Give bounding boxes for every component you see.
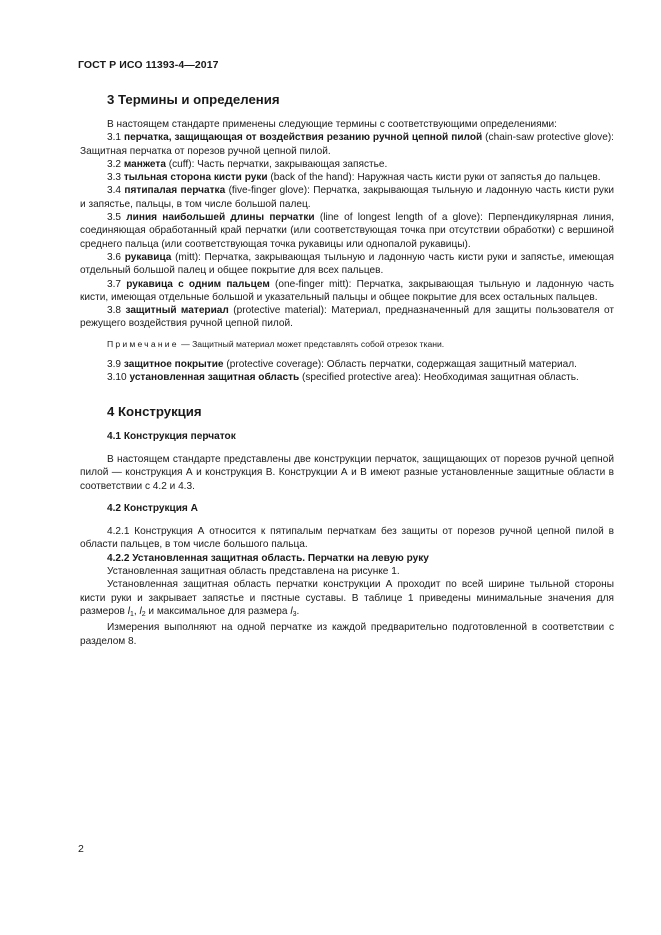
term-definition: (protective coverage): Область перчатки, содержащая защитный материал. xyxy=(223,359,577,371)
term-number: 3.1 xyxy=(107,132,125,144)
section-4-heading: 4 Конструкция xyxy=(107,403,202,419)
para-text: . xyxy=(296,605,300,617)
term-name: защитный материал xyxy=(125,305,229,317)
term-definition: (five-finger glove): Перчатка, закрывающая тыльную и ладонную часть кисти руки и запястье, пальцы, в том числе большой палец. xyxy=(80,185,614,210)
separator: , xyxy=(133,605,140,617)
section-3-heading: 3 Термины и определения xyxy=(107,92,280,107)
term-3-8 xyxy=(80,304,614,331)
term-3-6 xyxy=(80,251,614,278)
term-number: 3.3 xyxy=(107,172,124,184)
term-definition: (one-finger mitt): Перчатка, закрывающая тыльную и ладонную часть кисти, имеющая отдельные большой и указательный пальцы и общее покрытие для всех остальных пальцев. xyxy=(80,278,614,303)
dimension-l3: l xyxy=(290,605,293,617)
term-number: 3.6 xyxy=(107,251,125,263)
term-name: манжета xyxy=(123,158,166,170)
note xyxy=(80,338,614,351)
term-3-9 xyxy=(80,358,614,371)
subsection-4-1-heading: 4.1 Конструкция перчаток xyxy=(107,430,236,442)
term-name: рукавица с одним пальцем xyxy=(126,278,270,290)
term-name: рукавица xyxy=(124,251,172,263)
term-3-5 xyxy=(80,211,614,251)
clause-4-2-1: 4.2.1 Конструкция А относится к пятипалым перчаткам без защиты от порезов ручной цепной пилой в области пальцев, в том числе большого пальца. xyxy=(80,526,614,551)
term-name: тыльная сторона кисти руки xyxy=(123,172,268,184)
term-number: 3.4 xyxy=(107,185,125,197)
term-3-7 xyxy=(80,278,614,305)
term-number: 3.7 xyxy=(107,278,127,290)
subsection-4-2-heading: 4.2 Конструкция А xyxy=(107,502,198,514)
term-number: 3.2 xyxy=(107,158,124,170)
term-definition: (mitt): Перчатка, закрывающая тыльную и ладонную часть кисти руки и запястье, имеющая отдельный большой палец и общее покрытие для всех пальцев. xyxy=(80,251,614,277)
subsection-4-1-text: В настоящем стандарте представлены две конструкции перчаток, защищающих от порезов ручной цепной пилой — конструкция А и конструкция В. Конструкции А и В имеют разные установленные защитные области в соответствии с 4.2 и 4.3. xyxy=(80,453,614,492)
term-number: 3.8 xyxy=(107,305,126,317)
document-body xyxy=(80,92,614,648)
term-name: пятипалая перчатка xyxy=(124,185,226,197)
term-name: линия наибольшей длины перчатки xyxy=(126,212,315,224)
term-definition: (line of longest length of a glove): Перпендикулярная линия, соединяющая обработанный край перчатки (или соответствующая точка при отсутствии обработки) с вершиной среднего пальца (или соответствующая точка рукавицы или однопалой рукавицы). xyxy=(80,212,615,250)
term-definition: (protective material): Материал, предназначенный для защиты пользователя от режущего воздействия ручной цепной пилой. xyxy=(80,305,614,330)
term-name: установленная защитная область xyxy=(129,372,300,384)
dimension-l1: l xyxy=(127,605,130,617)
term-definition: (cuff): Часть перчатки, закрывающая запястье. xyxy=(165,158,388,170)
dimension-l3-subscript: 3 xyxy=(292,610,297,618)
clause-4-2-2-para-1: Установленная защитная область представлена на рисунке 1. xyxy=(107,566,400,578)
term-name: перчатка, защищающая от воздействия резанию ручной цепной пилой xyxy=(124,132,483,144)
term-3-3 xyxy=(80,171,614,184)
clause-4-2-2-para-2 xyxy=(80,578,614,621)
page-number: 2 xyxy=(78,843,84,855)
dimension-l2: l xyxy=(139,605,142,617)
term-3-1 xyxy=(80,131,614,158)
term-definition: (chain-saw protective glove): Защитная перчатка от порезов ручной цепной пилой. xyxy=(80,132,614,157)
term-definition: (specified protective area): Необходимая защитная область. xyxy=(299,372,579,384)
clause-4-2-2-para-3: Измерения выполняют на одной перчатке из каждой предварительно подготовленной в соответствии с разделом 8. xyxy=(80,622,614,647)
dimension-l2-subscript: 2 xyxy=(141,610,146,618)
term-number: 3.9 xyxy=(107,359,124,371)
para-text: и максимальное для размера xyxy=(145,605,291,617)
term-3-10 xyxy=(80,371,614,384)
document-header: ГОСТ Р ИСО 11393-4—2017 xyxy=(78,59,219,71)
section-3-intro: В настоящем стандарте применены следующие термины с соответствующими определениями: xyxy=(107,119,557,130)
term-definition: (back of the hand): Наружная часть кисти руки от запястья до пальцев. xyxy=(267,172,601,184)
note-text: — Защитный материал может представлять собой отрезок ткани. xyxy=(178,338,445,349)
term-number: 3.10 xyxy=(107,372,130,384)
term-number: 3.5 xyxy=(107,212,127,224)
note-label: Примечание xyxy=(107,338,179,349)
clause-heading-text: 4.2.2 Установленная защитная область. Перчатки на левую руку xyxy=(107,552,429,564)
clause-4-2-2-heading xyxy=(80,552,614,565)
term-name: защитное покрытие xyxy=(123,359,224,371)
term-3-4 xyxy=(80,184,614,211)
dimension-l1-subscript: 1 xyxy=(129,610,134,618)
term-3-2 xyxy=(80,158,614,171)
para-text: Установленная защитная область перчатки конструкции А проходит по всей ширине тыльной стороны кисти руки и закрывает запястье и пястные суставы. В таблице 1 приведены минимальные значения для размеров xyxy=(80,579,614,617)
